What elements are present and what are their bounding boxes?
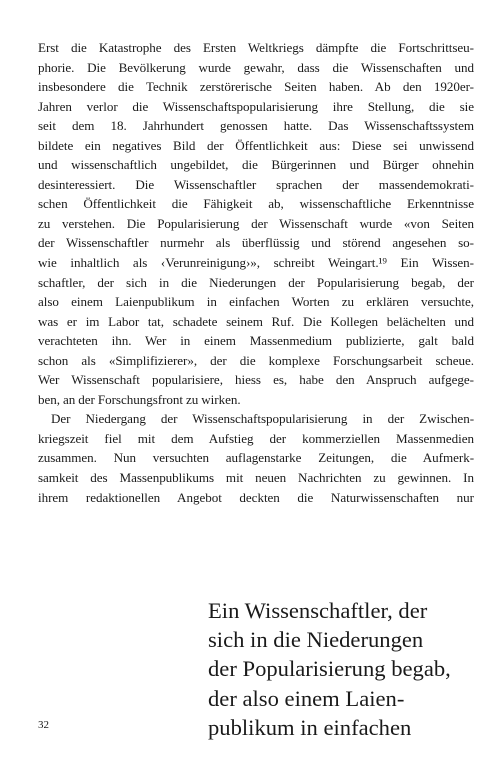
text-line: bildete ein negatives Bild der Öffentlichkeit aus: Diese sei unwissend (38, 137, 474, 153)
pull-quote-line: sich in die Niederungen (208, 627, 424, 653)
text-line: Wer Wissenschaft popularisiere, hiess es, habe den Anspruch aufgege- (38, 372, 474, 388)
text-line: wie inhaltlich als ‹Verunreinigung›», schreibt Weingart.¹⁹ Ein Wissen- (38, 255, 474, 271)
text-line: schen Öffentlichkeit die Fähigkeit ab, wissenschaftliche Erkenntnisse (38, 196, 474, 212)
text-line: zusammen. Nun versuchten auflagenstarke Zeitungen, die Aufmerk- (38, 450, 474, 466)
text-line: phorie. Die Bevölkerung wurde gewahr, dass die Wissenschaften und (38, 59, 474, 75)
text-line: und wissenschaftlich ungebildet, die Bürgerinnen und Bürger ohnehin (38, 157, 474, 173)
text-line: was er im Labor tat, schadete seinem Ruf. Die Kollegen belächelten und (38, 313, 474, 329)
text-line: also einem Laienpublikum in einfachen Worten zu erklären versuchte, (38, 294, 474, 310)
text-line: insbesondere die Technik zerstörerische Seiten haben. Ab den 1920er- (38, 79, 474, 95)
text-line: zu verstehen. Die Popularisierung der Wissenschaft wurde «von Seiten (38, 215, 474, 231)
paragraph-1 (38, 38, 474, 409)
pull-quote-line: der also einem Laien- (208, 685, 405, 711)
body-text (38, 38, 474, 507)
text-line: der Wissenschaftler nurmehr als überflüssig und störend angesehen so- (38, 235, 474, 251)
text-line: verachteten ihn. Wer in einem Massenmedium publizierte, galt bald (38, 333, 474, 349)
text-line: Erst die Katastrophe des Ersten Weltkriegs dämpfte die Fortschrittseu- (38, 40, 474, 55)
page-number: 32 (38, 719, 49, 731)
text-line: ben, an der Forschungsfront zu wirken. (38, 391, 241, 407)
paragraph-2 (38, 409, 474, 507)
pull-quote-line: publikum in einfachen (208, 714, 412, 740)
text-line: desinteressiert. Die Wissenschaftler sprachen der massendemokrati- (38, 176, 474, 192)
pull-quote (208, 596, 488, 742)
pull-quote-line: Ein Wissenschaftler, der (208, 598, 428, 623)
text-line: schon als «Simplifizierer», der die komplexe Forschungsarbeit scheue. (38, 352, 474, 368)
text-line: Jahren verlor die Wissenschaftspopularisierung ihre Stellung, die sie (38, 98, 474, 114)
pull-quote-line: der Popularisierung begab, (208, 656, 451, 682)
text-line: schaftler, der sich in die Niederungen der Popularisierung begab, der (38, 274, 474, 290)
text-line: seit dem 18. Jahrhundert genossen hatte. Das Wissenschaftssystem (38, 118, 474, 134)
text-line: ihrem redaktionellen Angebot deckten die Naturwissenschaften nur (38, 489, 474, 505)
text-line: kriegszeit fiel mit dem Aufstieg der kommerziellen Massenmedien (38, 430, 474, 446)
text-line: samkeit des Massenpublikums mit neuen Nachrichten zu gewinnen. In (38, 470, 474, 486)
text-line: Der Niedergang der Wissenschaftspopularisierung in der Zwischen- (51, 411, 474, 427)
